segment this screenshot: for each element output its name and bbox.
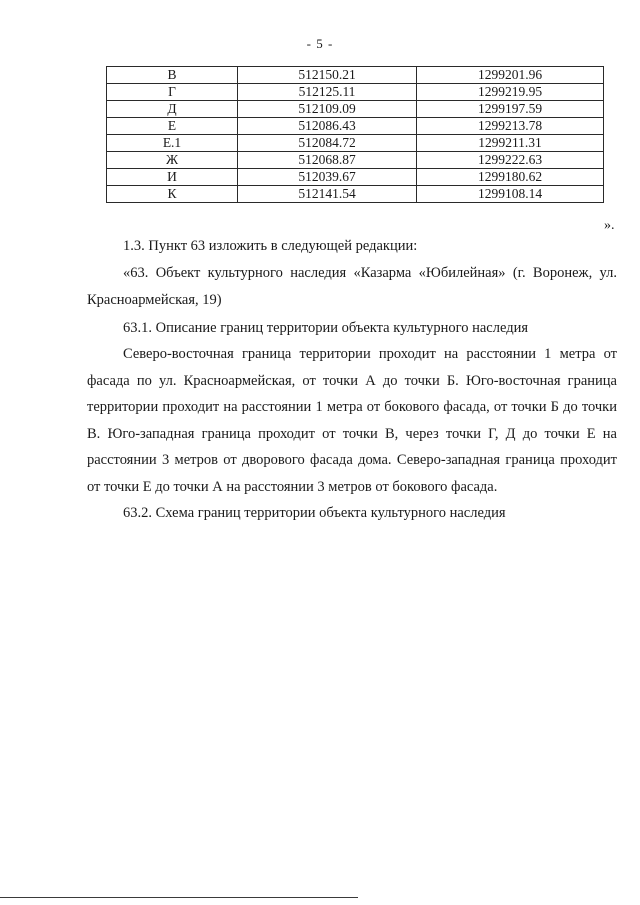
y-coordinate-cell: 1299197.59 bbox=[417, 101, 604, 118]
y-coordinate-cell: 1299108.14 bbox=[417, 186, 604, 203]
amendment-heading bbox=[87, 233, 617, 260]
x-coordinate-cell: 512141.54 bbox=[238, 186, 417, 203]
point-label-cell: Е bbox=[107, 118, 238, 135]
table-row bbox=[107, 118, 604, 135]
coordinates-table-body bbox=[107, 67, 604, 203]
x-coordinate-cell: 512125.11 bbox=[238, 84, 417, 101]
x-coordinate-cell: 512150.21 bbox=[238, 67, 417, 84]
table-row bbox=[107, 169, 604, 186]
y-coordinate-cell: 1299219.95 bbox=[417, 84, 604, 101]
x-coordinate-cell: 512068.87 bbox=[238, 152, 417, 169]
paragraph-section-heading: 63.1. Описание границ территории объекта культурного наследия bbox=[123, 320, 529, 336]
y-coordinate-cell: 1299213.78 bbox=[417, 118, 604, 135]
table-row bbox=[107, 186, 604, 203]
y-coordinate-cell: 1299211.31 bbox=[417, 135, 604, 152]
boundary-description-block bbox=[87, 341, 617, 500]
section-heading-block bbox=[87, 315, 617, 342]
x-coordinate-cell: 512084.72 bbox=[238, 135, 417, 152]
x-coordinate-cell: 512039.67 bbox=[238, 169, 417, 186]
y-coordinate-cell: 1299201.96 bbox=[417, 67, 604, 84]
footer-rule-secondary bbox=[268, 897, 358, 898]
y-coordinate-cell: 1299180.62 bbox=[417, 169, 604, 186]
closing-quote-mark: ». bbox=[604, 218, 615, 233]
paragraph-object-title: «63. Объект культурного наследия «Казарма «Юбилейная» (г. Воронеж, ул. Красноармейская, 19) bbox=[87, 265, 617, 308]
point-label-cell: Ж bbox=[107, 152, 238, 169]
point-label-cell: И bbox=[107, 169, 238, 186]
paragraph-boundary-description: Северо-восточная граница территории проходит на расстоянии 1 метра от фасада по ул. Красноармейская, от точки А до точки Б. Юго-восточная граница территории проходит на расстоянии 1 метра от бокового фасада, от точки Б до точки В. Юго-западная граница проходит от точки В, через точки Г, Д до точки Е на расстоянии 3 метров от дворового фасада дома. Северо-западная граница проходит от точки Е до точки А на расстоянии 3 метров от бокового фасада. bbox=[87, 346, 617, 495]
coordinates-table bbox=[106, 66, 604, 203]
point-label-cell: К bbox=[107, 186, 238, 203]
scheme-heading-block bbox=[87, 500, 617, 527]
table-row bbox=[107, 135, 604, 152]
object-title-block bbox=[87, 260, 617, 313]
table-row bbox=[107, 84, 604, 101]
table-row bbox=[107, 101, 604, 118]
y-coordinate-cell: 1299222.63 bbox=[417, 152, 604, 169]
x-coordinate-cell: 512109.09 bbox=[238, 101, 417, 118]
paragraph-scheme-heading: 63.2. Схема границ территории объекта культурного наследия bbox=[123, 505, 506, 521]
point-label-cell: Г bbox=[107, 84, 238, 101]
point-label-cell: Е.1 bbox=[107, 135, 238, 152]
table-row bbox=[107, 67, 604, 84]
point-label-cell: В bbox=[107, 67, 238, 84]
paragraph-amendment: 1.3. Пункт 63 изложить в следующей редакции: bbox=[123, 238, 418, 254]
page-number: - 5 - bbox=[306, 36, 334, 51]
point-label-cell: Д bbox=[107, 101, 238, 118]
footer-rule bbox=[0, 897, 300, 898]
x-coordinate-cell: 512086.43 bbox=[238, 118, 417, 135]
table-row bbox=[107, 152, 604, 169]
